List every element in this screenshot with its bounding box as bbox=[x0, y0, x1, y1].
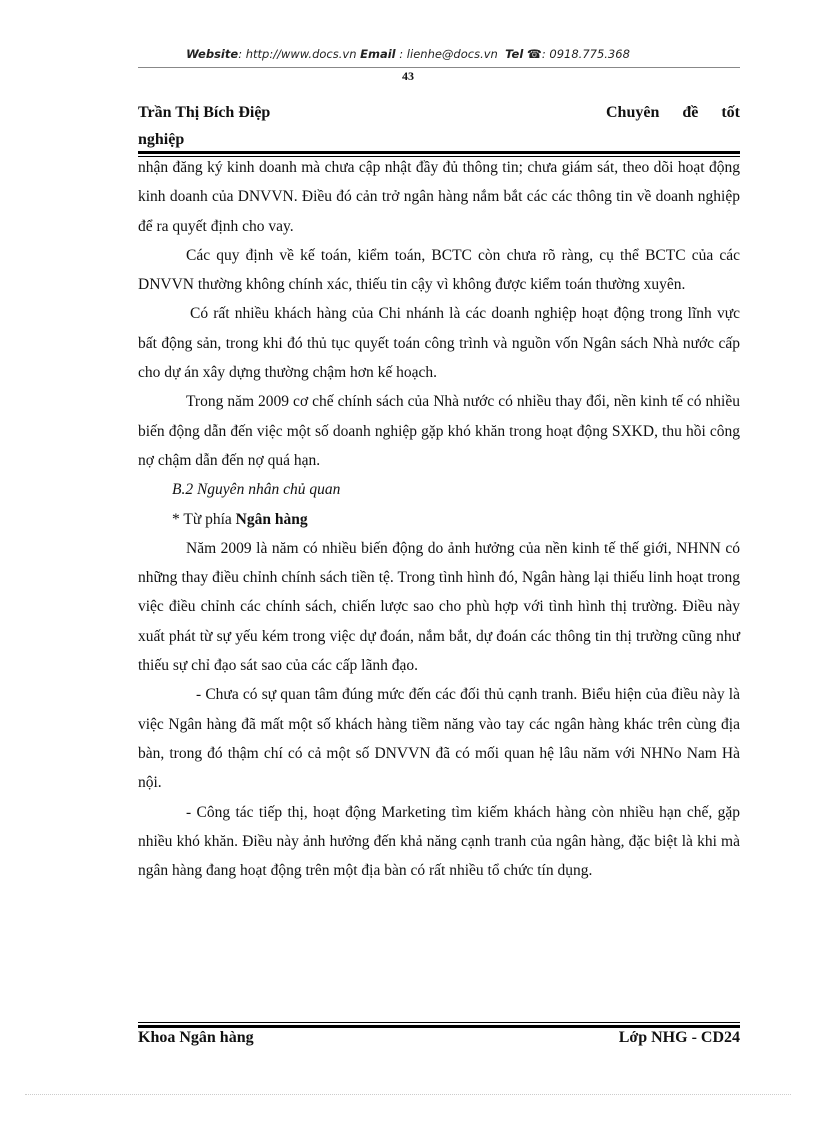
page-edge-dots bbox=[25, 1094, 791, 1095]
bullet-bold: Ngân hàng bbox=[235, 510, 308, 528]
tel-value: : 0918.775.368 bbox=[541, 47, 630, 61]
bullet-prefix: * Từ phía bbox=[172, 510, 236, 528]
paragraph-6: - Chưa có sự quan tâm đúng mức đến các đối thủ cạnh tranh. Biểu hiện của điều này là việc Ngân hàng đã mất một số khách hàng tiềm năng vào tay các ngân hàng khác trên cùng địa bàn, trong đó thậm chí có cả một số DNVVN đã có mối quan hệ lâu năm với NHNo Nam Hà nội. bbox=[138, 686, 740, 792]
bullet-heading bbox=[138, 505, 740, 534]
footer-rule-thick bbox=[138, 1025, 740, 1028]
paragraph-7: - Công tác tiếp thị, hoạt động Marketing tìm kiếm khách hàng còn nhiều hạn chế, gặp nhiều khó khăn. Điều này ảnh hưởng đến khả năng cạnh tranh của ngân hàng, đặc biệt là khi mà ngân hàng đang hoạt động trên một địa bàn có rất nhiều tổ chức tín dụng. bbox=[138, 803, 740, 880]
phone-icon: ☎ bbox=[526, 47, 542, 61]
author-name: Trần Thị Bích Điệp bbox=[138, 104, 271, 121]
page-number: 43 bbox=[402, 69, 414, 83]
footer-rule-thin bbox=[138, 1022, 740, 1023]
website-label: Website bbox=[186, 47, 239, 61]
paragraph-2: Các quy định về kế toán, kiểm toán, BCTC còn chưa rõ ràng, cụ thể BCTC của các DNVVN thường không chính xác, thiếu tin cậy vì không được kiểm toán thường xuyên. bbox=[138, 246, 740, 294]
email-label: Email bbox=[360, 47, 396, 61]
paragraph-1: nhận đăng ký kinh doanh mà chưa cập nhật đầy đủ thông tin; chưa giám sát, theo dõi hoạt động kinh doanh của DNVVN. Điều đó cản trở ngân hàng nắm bắt các các thông tin về doanh nghiệp để ra quyết định cho vay. bbox=[138, 159, 740, 235]
doc-type-line2: nghiệp bbox=[138, 131, 185, 148]
email-value[interactable]: : lienhe@docs.vn bbox=[399, 47, 498, 61]
website-value[interactable]: : http://www.docs.vn bbox=[238, 47, 357, 61]
doc-type-line1: Chuyên đề tốt bbox=[606, 104, 740, 121]
paragraph-5: Năm 2009 là năm có nhiều biến động do ảnh hưởng của nền kinh tế thế giới, NHNN có những thay điều chỉnh chính sách tiền tệ. Trong tình hình đó, Ngân hàng lại thiếu linh hoạt trong việc điều chỉnh các chính sách, chiến lược sao cho phù hợp với tình hình thị trường. Điều này xuất phát từ sự yếu kém trong việc dự đoán, nắm bắt, dự đoán các thông tin thị trường cũng như thiếu sự chỉ đạo sát sao của các cấp lãnh đạo. bbox=[138, 539, 740, 675]
subheading: B.2 Nguyên nhân chủ quan bbox=[172, 481, 341, 499]
paragraph-4: Trong năm 2009 cơ chế chính sách của Nhà nước có nhiều thay đổi, nền kinh tế có nhiều biến động dẫn đến việc một số doanh nghiệp gặp khó khăn trong hoạt động SXKD, thu hồi công nợ chậm dẫn đến nợ quá hạn. bbox=[138, 393, 740, 469]
footer-faculty: Khoa Ngân hàng bbox=[138, 1029, 254, 1046]
website-bar bbox=[0, 47, 816, 61]
top-divider bbox=[138, 67, 740, 68]
page-body bbox=[138, 153, 740, 885]
tel-label: Tel bbox=[505, 47, 524, 61]
paragraph-3: Có rất nhiều khách hàng của Chi nhánh là các doanh nghiệp hoạt động trong lĩnh vực bất động sản, trong khi đó thủ tục quyết toán công trình và nguồn vốn Ngân sách Nhà nước cấp cho dự án xây dựng thường chậm hơn kế hoạch. bbox=[138, 305, 740, 382]
footer-class: Lớp NHG - CD24 bbox=[618, 1029, 740, 1046]
